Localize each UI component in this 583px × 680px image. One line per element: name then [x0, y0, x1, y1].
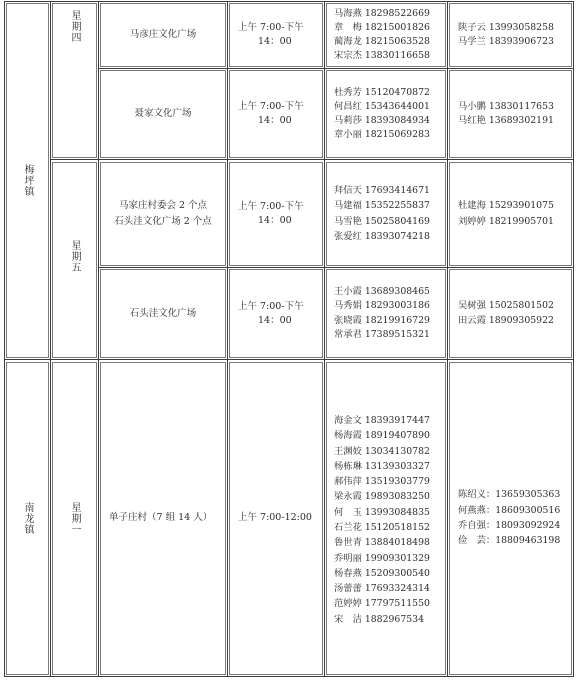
volunteer-entry: 何昌红 15343644001	[334, 100, 430, 112]
volunteer-entry: 拜信天 17693414671	[334, 184, 430, 196]
volunteer-entry: 杜秀芳 15120470872	[334, 86, 430, 98]
place-cell	[99, 69, 228, 160]
volunteer-entry: 马建福 15352255837	[334, 200, 430, 212]
time-cell	[228, 268, 325, 360]
leader-entry: 何燕燕：18609300516	[458, 504, 561, 516]
time-line: 上午 7:00-下午	[238, 300, 304, 312]
volunteer-entry: 宋宗杰 13830116658	[334, 50, 430, 62]
leaders-cell	[448, 69, 574, 160]
table-row	[5, 360, 574, 677]
table-row	[5, 2, 574, 69]
volunteer-entry: 马海燕 18298522669	[334, 7, 430, 19]
time-cell	[228, 2, 325, 69]
leader-entry: 乔自强：18093092924	[458, 520, 561, 531]
time-cell	[228, 160, 325, 268]
volunteer-entry: 张爱红 18393074218	[334, 230, 430, 242]
volunteer-entry: 杨栋琳 13139303327	[334, 460, 430, 472]
volunteer-entry: 郝伟萍 13519303779	[334, 476, 430, 488]
time-line: 上午 7:00-下午	[238, 200, 304, 212]
volunteer-entry: 杨春燕 15209300540	[334, 567, 430, 579]
volunteer-entry: 王渊姣 13034130782	[334, 445, 430, 457]
place-text: 石头洼文化广场 2 个点	[114, 215, 212, 227]
town-name: 南龙镇	[22, 501, 33, 535]
day-cell	[51, 360, 99, 677]
leader-entry: 刘婷婷 18219905701	[458, 215, 554, 227]
day-cell	[51, 160, 99, 360]
volunteer-entry: 马雪艳 15025804169	[334, 215, 430, 227]
volunteer-entry: 鲁世青 13884018498	[334, 537, 430, 549]
volunteers-cell	[325, 69, 448, 160]
volunteer-entry: 马秀娟 18293003186	[334, 300, 430, 312]
time-cell	[228, 69, 325, 160]
place-text: 单子庄村（7 组 14 人）	[109, 512, 213, 523]
town-cell	[5, 360, 51, 677]
leader-entry: 田云霞 18909305922	[458, 314, 554, 326]
day-name: 星期五	[69, 240, 80, 273]
volunteer-entry: 何 玉 13993084835	[334, 506, 430, 518]
place-text: 马家庄村委会 2 个点	[118, 199, 208, 211]
volunteer-entry: 石兰花 15120518152	[334, 522, 430, 533]
time-line: 14：00	[258, 36, 292, 47]
volunteer-entry: 梁永霞 19893083250	[334, 491, 430, 503]
volunteers-cell	[325, 268, 448, 360]
place-cell	[99, 360, 228, 677]
town-name: 梅坪镇	[22, 164, 33, 197]
volunteers-cell	[325, 360, 448, 677]
place-text: 马彦庄文化广场	[129, 29, 197, 40]
volunteer-entry: 海金文 18393917447	[334, 414, 430, 426]
town-cell	[5, 2, 51, 360]
volunteers-cell	[325, 160, 448, 268]
volunteer-entry: 蔺海龙 18215063528	[334, 36, 430, 47]
volunteer-entry: 汤蕾蕾 17693324314	[334, 583, 430, 595]
time-line: 上午 7:00-下午	[238, 101, 304, 112]
leader-entry: 马小鹏 13830117653	[458, 100, 554, 112]
time-line: 14：00	[258, 214, 292, 226]
volunteer-entry: 章 梅 18215001826	[334, 21, 430, 33]
time-line: 上午 7:00-12:00	[238, 512, 312, 523]
leaders-cell	[448, 2, 574, 69]
volunteer-entry: 常承君 17389515321	[334, 328, 430, 340]
place-cell	[99, 268, 228, 360]
leader-entry: 俭 芸：18809463198	[458, 535, 561, 547]
day-name: 星期一	[69, 501, 80, 535]
table-row	[5, 160, 574, 268]
place-cell	[99, 2, 228, 69]
time-line: 14：00	[258, 314, 292, 326]
time-cell	[228, 360, 325, 677]
volunteer-entry: 范婷婷 17797511550	[334, 598, 430, 610]
leader-entry: 陈绍义：13659305363	[458, 489, 561, 501]
leaders-cell	[448, 160, 574, 268]
time-line: 上午 7:00-下午	[238, 22, 304, 33]
day-cell	[51, 2, 99, 160]
volunteer-entry: 马莉莎 18393084934	[334, 115, 430, 126]
leader-entry: 马红艳 13689302191	[458, 115, 554, 126]
day-name: 星期四	[69, 10, 80, 43]
volunteers-cell	[325, 2, 448, 69]
time-line: 14：00	[258, 115, 292, 126]
place-text: 聂家文化广场	[134, 108, 192, 119]
volunteer-entry: 章小丽 18215069283	[334, 129, 430, 141]
volunteer-entry: 乔明丽 19909301329	[334, 552, 430, 564]
volunteer-entry: 张晓霞 18219916729	[334, 314, 430, 326]
leader-entry: 陕子云 13993058258	[458, 21, 554, 33]
leader-entry: 杜建海 15293901075	[458, 200, 554, 212]
volunteer-entry: 王小霞 13689308465	[334, 286, 430, 298]
volunteer-entry: 宋 洁 1882967534	[334, 613, 424, 625]
volunteer-schedule-table	[4, 1, 574, 677]
place-cell	[99, 160, 228, 268]
leader-entry: 吴树强 15025801502	[458, 300, 554, 312]
place-text: 石头洼文化广场	[129, 307, 197, 319]
leaders-cell	[448, 268, 574, 360]
leaders-cell	[448, 360, 574, 677]
volunteer-entry: 杨海霞 18919407890	[334, 430, 430, 442]
leader-entry: 马学兰 18393906723	[458, 36, 554, 47]
